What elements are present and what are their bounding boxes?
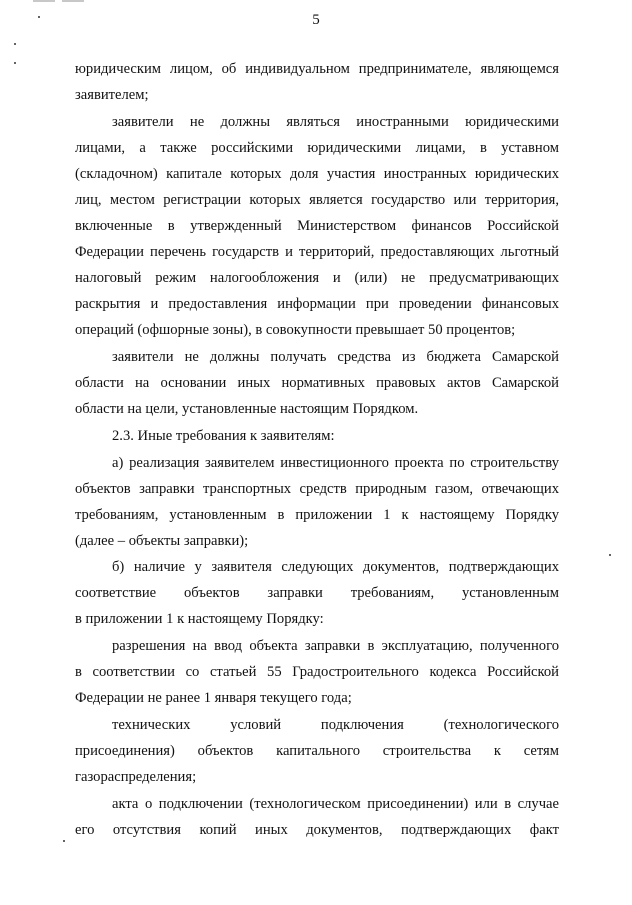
paragraph-line: заявители не должны получать средства из бюджета Самарской bbox=[112, 349, 559, 365]
paragraph-line: разрешения на ввод объекта заправки в эксплуатацию, полученного bbox=[112, 638, 559, 654]
paragraph-line: раскрытия и предоставления информации при проведении финансовых bbox=[75, 296, 559, 312]
paragraph-line: Федерации не ранее 1 января текущего года; bbox=[75, 690, 352, 706]
scan-edge-mark bbox=[33, 0, 55, 2]
scan-dot bbox=[14, 43, 16, 45]
paragraph-line: юридическим лицом, об индивидуальном предпринимателе, являющемся bbox=[75, 61, 559, 77]
paragraph-line: операций (офшорные зоны), в совокупности превышает 50 процентов; bbox=[75, 322, 516, 338]
page-number: 5 bbox=[312, 12, 320, 28]
scan-dot bbox=[63, 840, 65, 842]
paragraph-line: (далее – объекты заправки); bbox=[75, 533, 249, 549]
paragraph-line: в приложении 1 к настоящему Порядку: bbox=[75, 611, 324, 627]
section-heading: 2.3. Иные требования к заявителям: bbox=[112, 428, 335, 444]
paragraph-line: лиц, местом регистрации которых является государство или территория, bbox=[75, 192, 559, 208]
paragraph-line: присоединения) объектов капитального строительства к сетям bbox=[75, 743, 559, 759]
scan-edge-mark bbox=[62, 0, 84, 2]
scan-dot bbox=[38, 16, 40, 18]
paragraph-line: включенные в утвержденный Министерством финансов Российской bbox=[75, 218, 559, 234]
paragraph-line: Федерации перечень государств и территорий, предоставляющих льготный bbox=[75, 244, 559, 260]
paragraph-line: технических условий подключения (технологического bbox=[112, 717, 559, 733]
paragraph-line: лицами, а также российскими юридическими лицами, в уставном bbox=[75, 140, 559, 156]
paragraph-line: в соответствии со статьей 55 Градостроительного кодекса Российской bbox=[75, 664, 559, 680]
paragraph-line: заявители не должны являться иностранными юридическими bbox=[112, 114, 559, 130]
paragraph-line: а) реализация заявителем инвестиционного проекта по строительству bbox=[112, 455, 559, 471]
paragraph-line: требованиям, установленным в приложении 1 к настоящему Порядку bbox=[75, 507, 559, 523]
paragraph-line: акта о подключении (технологическом присоединении) или в случае bbox=[112, 796, 559, 812]
paragraph-line: налоговый режим налогообложения и (или) не предусматривающих bbox=[75, 270, 559, 286]
paragraph-line: б) наличие у заявителя следующих документов, подтверждающих bbox=[112, 559, 559, 575]
paragraph-line: соответствие объектов заправки требованиям, установленным bbox=[75, 585, 559, 601]
paragraph-line: области на цели, установленные настоящим Порядком. bbox=[75, 401, 419, 417]
scan-dot bbox=[14, 62, 16, 64]
paragraph-line: его отсутствия копий иных документов, подтверждающих факт bbox=[75, 822, 559, 838]
paragraph-line: объектов заправки транспортных средств природным газом, отвечающих bbox=[75, 481, 559, 497]
scan-dot bbox=[609, 554, 611, 556]
paragraph-line: газораспределения; bbox=[75, 769, 197, 785]
paragraph-line: области на основании иных нормативных правовых актов Самарской bbox=[75, 375, 559, 391]
paragraph-line: заявителем; bbox=[75, 87, 149, 103]
paragraph-line: (складочном) капитале которых доля участия иностранных юридических bbox=[75, 166, 559, 182]
